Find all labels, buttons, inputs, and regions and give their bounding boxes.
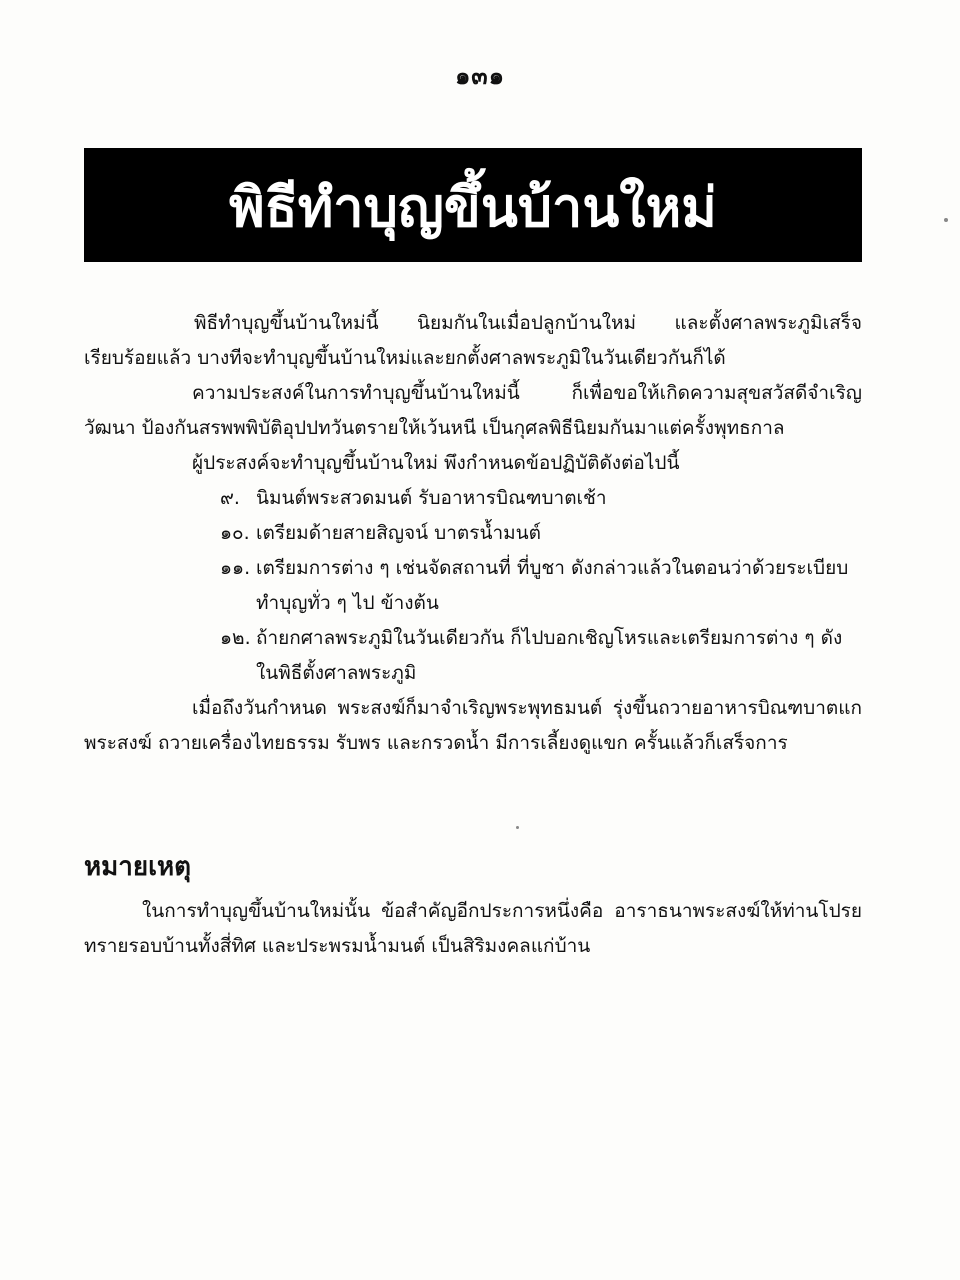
scan-speck — [516, 826, 519, 829]
note-paragraph: ในการทำบุญขึ้นบ้านใหม่นั้น ข้อสำคัญอีกประการหนึ่งคือ อาราธนาพระสงฆ์ให้ท่านโปรยทรายรอบบ้านทั้งสี่ทิศ และประพรมน้ำมนต์ เป็นสิริมงคลแก่บ้าน — [84, 900, 862, 957]
note-body — [84, 894, 862, 964]
steps-list — [84, 481, 862, 691]
closing-paragraph: เมื่อถึงวันกำหนด พระสงฆ์ก็มาจำเริญพระพุทธมนต์ รุ่งขึ้นถวายอาหารบิณฑบาตแกพระสงฆ์ ถวายเครื่องไทยธรรม รับพร และกรวดน้ำ มีการเลี้ยงดูแขก ครั้นแล้วก็เสร็จการ — [84, 697, 862, 754]
purpose-paragraph: ความประสงค์ในการทำบุญขึ้นบ้านใหม่นี้ ก็เพื่อขอให้เกิดความสุขสวัสดีจำเริญวัฒนา ป้องกันสรพพพิบัติอุปปทวันตรายให้เว้นหนี เป็นกุศลพิธีนิยมกันมาแต่ครั้งพุทธกาล — [84, 382, 862, 439]
step-number: ๑๐. — [220, 522, 250, 544]
instructions-paragraph: ผู้ประสงค์จะทำบุญขึ้นบ้านใหม่ พึงกำหนดข้อปฏิบัติดังต่อไปนี้ — [192, 452, 680, 474]
step-number: ๑๑. — [220, 557, 251, 579]
intro-paragraph: พิธีทำบุญขึ้นบ้านใหม่นี้ นิยมกันในเมื่อปลูกบ้านใหม่ และตั้งศาลพระภูมิเสร็จเรียบร้อยแล้ว บางทีจะทำบุญขึ้นบ้านใหม่และยกตั้งศาลพระภูมิในวันเดียวกันก็ได้ — [84, 312, 862, 369]
step-text: นิมนต์พระสวดมนต์ รับอาหารบิณฑบาตเช้า — [256, 487, 607, 509]
list-item — [84, 516, 862, 551]
page-number: ๑๓๑ — [455, 62, 505, 90]
list-item — [84, 551, 862, 621]
note-heading: หมายเหตุ — [84, 852, 192, 882]
main-body — [84, 306, 862, 761]
list-item — [84, 481, 862, 516]
step-number: ๙. — [220, 487, 240, 509]
step-text: ถ้ายกศาลพระภูมิในวันเดียวกัน ก็ไปบอกเชิญโหรและเตรียมการต่าง ๆ ดังในพิธีตั้งศาลพระภูมิ — [256, 627, 843, 684]
step-text: เตรียมการต่าง ๆ เช่นจัดสถานที่ ที่บูชา ดังกล่าวแล้วในตอนว่าด้วยระเบียบทำบุญทั่ว ๆ ไป ข้างต้น — [256, 557, 849, 614]
step-number: ๑๒. — [220, 627, 251, 649]
title-banner — [84, 148, 862, 262]
list-item — [84, 621, 862, 691]
scan-speck — [944, 218, 948, 222]
step-text: เตรียมด้ายสายสิญจน์ บาตรน้ำมนต์ — [256, 522, 541, 544]
page-title: พิธีทำบุญขึ้นบ้านใหม่ — [229, 176, 717, 239]
